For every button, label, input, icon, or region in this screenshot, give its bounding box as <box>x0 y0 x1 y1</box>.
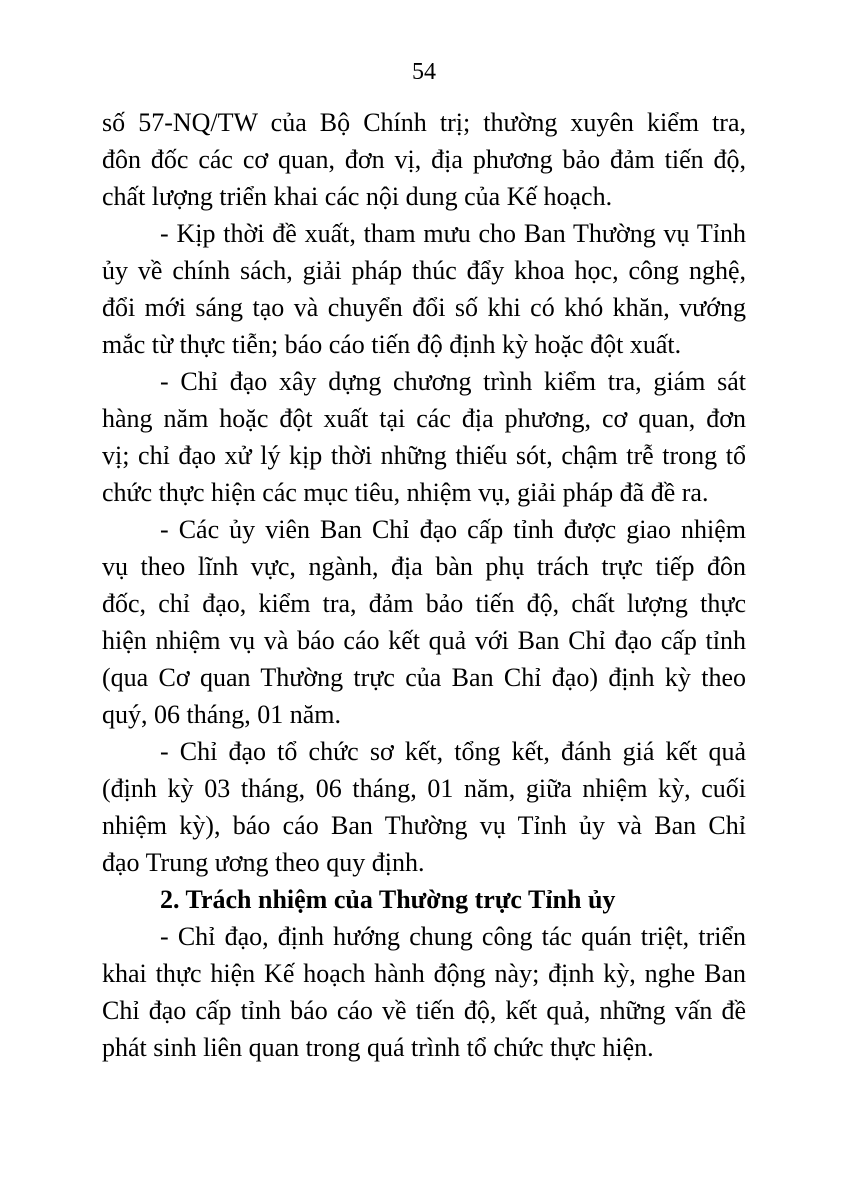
text-line: hiện nhiệm vụ và báo cáo kết quả với Ban Chỉ đạo cấp tỉnh <box>102 626 746 655</box>
text-line: chức thực hiện các mục tiêu, nhiệm vụ, giải pháp đã đề ra. <box>102 478 709 507</box>
page-number: 54 <box>412 59 436 85</box>
text-line: nhiệm kỳ), báo cáo Ban Thường vụ Tỉnh ủy và Ban Chỉ <box>102 811 746 840</box>
section-heading: 2. Trách nhiệm của Thường trực Tỉnh ủy <box>160 885 616 914</box>
text-line: khai thực hiện Kế hoạch hành động này; định kỳ, nghe Ban <box>102 959 746 988</box>
text-line: đốc, chỉ đạo, kiểm tra, đảm bảo tiến độ, chất lượng thực <box>102 589 746 618</box>
text-line: - Kịp thời đề xuất, tham mưu cho Ban Thường vụ Tỉnh <box>160 219 746 248</box>
text-line: Chỉ đạo cấp tỉnh báo cáo về tiến độ, kết quả, những vấn đề <box>102 996 746 1025</box>
text-line: đạo Trung ương theo quy định. <box>102 848 425 877</box>
text-line: ủy về chính sách, giải pháp thúc đẩy khoa học, công nghệ, <box>102 256 746 285</box>
text-line: - Chỉ đạo tổ chức sơ kết, tổng kết, đánh giá kết quả <box>160 737 746 766</box>
text-line: phát sinh liên quan trong quá trình tổ chức thực hiện. <box>102 1033 654 1062</box>
text-line: (định kỳ 03 tháng, 06 tháng, 01 năm, giữa nhiệm kỳ, cuối <box>102 774 746 803</box>
text-line: vị; chỉ đạo xử lý kịp thời những thiếu sót, chậm trễ trong tổ <box>102 441 746 470</box>
text-line: số 57-NQ/TW của Bộ Chính trị; thường xuyên kiểm tra, <box>102 108 746 137</box>
text-line: hàng năm hoặc đột xuất tại các địa phương, cơ quan, đơn <box>102 404 746 433</box>
text-line: mắc từ thực tiễn; báo cáo tiến độ định kỳ hoặc đột xuất. <box>102 330 682 359</box>
text-line: - Chỉ đạo, định hướng chung công tác quán triệt, triển <box>160 922 746 951</box>
text-line: (qua Cơ quan Thường trực của Ban Chỉ đạo) định kỳ theo <box>102 663 746 692</box>
text-line: đôn đốc các cơ quan, đơn vị, địa phương bảo đảm tiến độ, <box>102 145 746 174</box>
text-line: quý, 06 tháng, 01 năm. <box>102 700 342 729</box>
document-body <box>102 104 746 1066</box>
text-line: đổi mới sáng tạo và chuyển đổi số khi có khó khăn, vướng <box>102 293 746 322</box>
text-line: chất lượng triển khai các nội dung của Kế hoạch. <box>102 182 613 211</box>
text-line: - Các ủy viên Ban Chỉ đạo cấp tỉnh được giao nhiệm <box>160 515 746 544</box>
text-line: vụ theo lĩnh vực, ngành, địa bàn phụ trách trực tiếp đôn <box>102 552 746 581</box>
text-line: - Chỉ đạo xây dựng chương trình kiểm tra, giám sát <box>160 367 746 396</box>
